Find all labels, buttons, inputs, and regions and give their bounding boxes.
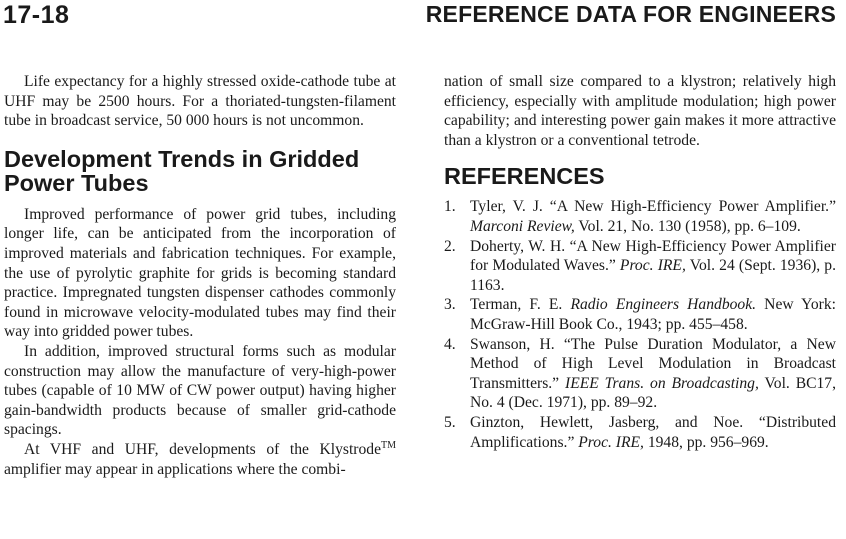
paragraph-life-expectancy: Life expectancy for a highly stressed oxide-cathode tube at UHF may be 2500 hours. For a thoriated-tungsten-filament tube in broadcast service, 50 000 hours is not uncommon. [4, 73, 396, 130]
left-column [4, 72, 396, 479]
reference-number: 2. [444, 237, 456, 255]
reference-details: Vol. BC17, No. 4 (Dec. 1971), pp. 89–92. [470, 374, 836, 412]
reference-item [444, 335, 836, 413]
reference-item [444, 413, 836, 452]
page-header [0, 0, 846, 30]
reference-journal: Radio Engineers Handbook. [570, 296, 757, 314]
paragraph-continuation: nation of small size compared to a klystron; relatively high efficiency, especially with amplitude modulation; high power capability; and interesting power gain makes it more attractive than a klystron or a conventional tetrode. [444, 73, 836, 149]
klystrode-text-end: amplifier may appear in applications where the combi- [4, 460, 346, 478]
reference-details: Vol. 21, No. 130 (1958), pp. 6–109. [574, 217, 801, 235]
reference-item [444, 237, 836, 296]
reference-citation: Tyler, V. J. “A New High-Efficiency Power Amplifier.” [470, 198, 836, 216]
reference-details: Vol. 24 (Sept. 1936), p. 1163. [470, 257, 837, 294]
reference-journal: Proc. IRE, [578, 433, 644, 451]
reference-journal: Proc. IRE, [619, 257, 686, 275]
reference-details: New York: McGraw-Hill Book Co., 1943; pp. 455–458. [470, 296, 836, 333]
reference-item [444, 295, 836, 334]
page-number: 17-18 [3, 1, 70, 29]
reference-number: 4. [444, 335, 456, 353]
reference-citation: Terman, F. E. [470, 296, 571, 314]
reference-citation: Swanson, H. “The Pulse Duration Modulator, a New Method of High Level Modulation in Broadcast Transmitters.” [470, 335, 836, 392]
reference-item [444, 197, 836, 236]
paragraph-klystrode [4, 440, 396, 479]
reference-details: 1948, pp. 956–969. [643, 433, 769, 451]
klystrode-text-start: At VHF and UHF, developments of the Klystrode [24, 440, 381, 458]
reference-citation: Doherty, W. H. “A New High-Efficiency Power Amplifier for Modulated Waves.” [470, 237, 836, 275]
right-column [444, 72, 836, 452]
section-heading-development-trends: Development Trends in Gridded Power Tubes [4, 145, 360, 196]
references-heading: REFERENCES [444, 163, 605, 190]
trademark-mark: TM [381, 439, 396, 451]
paragraph-structural-forms: In addition, improved structural forms such as modular construction may allow the manufacture of very-high-power tubes (capable of 10 MW of CW power output) having higher gain-bandwidth products because of smaller grid-cathode spacings. [4, 342, 396, 439]
references-list [444, 197, 836, 452]
reference-journal: IEEE Trans. on Broadcasting, [565, 374, 759, 392]
reference-journal: Marconi Review, [470, 217, 575, 235]
running-title: REFERENCE DATA FOR ENGINEERS [425, 1, 836, 27]
reference-number: 3. [444, 296, 456, 314]
reference-citation: Ginzton, Hewlett, Jasberg, and Noe. “Distributed Amplifications.” [470, 413, 836, 451]
reference-number: 1. [444, 198, 456, 216]
paragraph-improved-performance: Improved performance of power grid tubes, including longer life, can be anticipated from the incorporation of improved materials and fabrication techniques. For example, the use of pyrolytic graphite for grids is becoming standard practice. Impregnated tungsten dispenser cathodes commonly found in microwave velocity-modulated tubes may find their way into gridded power tubes. [4, 205, 396, 341]
reference-number: 5. [444, 413, 456, 431]
